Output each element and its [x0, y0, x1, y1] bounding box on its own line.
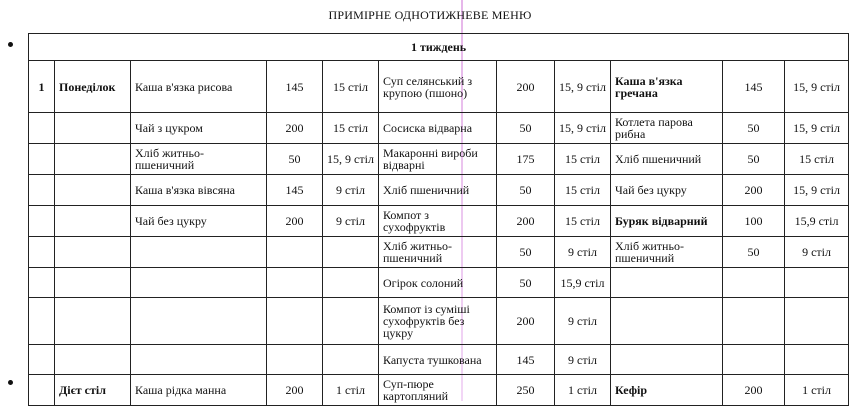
- breakfast-diet: 9 стіл: [323, 175, 379, 206]
- day-number: [29, 144, 55, 175]
- lunch-portion: 50: [497, 268, 555, 298]
- breakfast-diet: 15 стіл: [323, 113, 379, 144]
- day-name: [55, 144, 131, 175]
- dinner-dish: Хліб житньо-пшеничний: [611, 237, 723, 268]
- day-name: Дієт стіл: [55, 375, 131, 406]
- lunch-diet: 15,9 стіл: [555, 268, 611, 298]
- dinner-portion: 50: [723, 113, 785, 144]
- breakfast-dish: Каша в'язка вівсяна: [131, 175, 267, 206]
- day-name: [55, 206, 131, 237]
- breakfast-dish: [131, 345, 267, 375]
- day-name: [55, 237, 131, 268]
- lunch-dish: Компот із суміші сухофруктів без цукру: [379, 298, 497, 345]
- breakfast-portion: 145: [267, 61, 323, 113]
- breakfast-portion: 200: [267, 375, 323, 406]
- dinner-diet: 9 стіл: [785, 237, 849, 268]
- margin-dot-bottom: [8, 380, 13, 385]
- day-name: Понеділок: [55, 61, 131, 113]
- dinner-portion: 200: [723, 175, 785, 206]
- lunch-diet: 9 стіл: [555, 298, 611, 345]
- dinner-portion: 100: [723, 206, 785, 237]
- lunch-diet: 9 стіл: [555, 345, 611, 375]
- table-row: [29, 175, 849, 206]
- margin-dot-top: [8, 42, 13, 47]
- lunch-dish: Хліб житньо-пшеничний: [379, 237, 497, 268]
- dinner-dish: [611, 345, 723, 375]
- dinner-dish: Каша в'язка гречана: [611, 61, 723, 113]
- lunch-diet: 15, 9 стіл: [555, 61, 611, 113]
- breakfast-portion: 145: [267, 175, 323, 206]
- lunch-dish: Суп-пюре картопляний: [379, 375, 497, 406]
- lunch-dish: Суп селянський з крупою (пшоно): [379, 61, 497, 113]
- lunch-portion: 200: [497, 206, 555, 237]
- breakfast-portion: 50: [267, 144, 323, 175]
- lunch-diet: 15, 9 стіл: [555, 113, 611, 144]
- breakfast-dish: [131, 298, 267, 345]
- dinner-dish: [611, 298, 723, 345]
- dinner-diet: 1 стіл: [785, 375, 849, 406]
- day-number: [29, 206, 55, 237]
- table-row: [29, 298, 849, 345]
- breakfast-portion: 200: [267, 113, 323, 144]
- menu-table: [28, 33, 849, 406]
- lunch-dish: Сосиска відварна: [379, 113, 497, 144]
- breakfast-portion: [267, 268, 323, 298]
- week-header: 1 тиждень: [29, 34, 849, 61]
- day-number: [29, 113, 55, 144]
- lunch-portion: 200: [497, 61, 555, 113]
- breakfast-diet: [323, 237, 379, 268]
- day-number: [29, 268, 55, 298]
- dinner-diet: [785, 268, 849, 298]
- day-name: [55, 268, 131, 298]
- dinner-dish: [611, 268, 723, 298]
- breakfast-portion: 200: [267, 206, 323, 237]
- dinner-diet: 15, 9 стіл: [785, 61, 849, 113]
- table-row: [29, 113, 849, 144]
- dinner-diet: 15 стіл: [785, 144, 849, 175]
- day-number: 1: [29, 61, 55, 113]
- breakfast-portion: [267, 345, 323, 375]
- lunch-diet: 1 стіл: [555, 375, 611, 406]
- table-row: [29, 237, 849, 268]
- dinner-diet: [785, 298, 849, 345]
- dinner-diet: 15,9 стіл: [785, 206, 849, 237]
- dinner-portion: [723, 268, 785, 298]
- day-name: [55, 175, 131, 206]
- breakfast-diet: 1 стіл: [323, 375, 379, 406]
- breakfast-dish: [131, 268, 267, 298]
- breakfast-dish: Чай без цукру: [131, 206, 267, 237]
- day-number: [29, 345, 55, 375]
- lunch-dish: Хліб пшеничний: [379, 175, 497, 206]
- lunch-portion: 50: [497, 175, 555, 206]
- lunch-portion: 250: [497, 375, 555, 406]
- lunch-diet: 15 стіл: [555, 144, 611, 175]
- dinner-dish: Хліб пшеничний: [611, 144, 723, 175]
- dinner-portion: 50: [723, 144, 785, 175]
- breakfast-diet: [323, 268, 379, 298]
- breakfast-dish: Чай з цукром: [131, 113, 267, 144]
- lunch-portion: 50: [497, 113, 555, 144]
- lunch-portion: 200: [497, 298, 555, 345]
- document-title: ПРИМІРНЕ ОДНОТИЖНЕВЕ МЕНЮ: [328, 8, 532, 22]
- breakfast-dish: Каша в'язка рисова: [131, 61, 267, 113]
- lunch-dish: Компот з сухофруктів: [379, 206, 497, 237]
- lunch-dish: Огірок солоний: [379, 268, 497, 298]
- dinner-portion: 200: [723, 375, 785, 406]
- day-number: [29, 175, 55, 206]
- breakfast-diet: 9 стіл: [323, 206, 379, 237]
- day-number: [29, 298, 55, 345]
- lunch-diet: 9 стіл: [555, 237, 611, 268]
- table-row: [29, 61, 849, 113]
- table-row: [29, 345, 849, 375]
- lunch-dish: Капуста тушкована: [379, 345, 497, 375]
- table-row: [29, 144, 849, 175]
- lunch-diet: 15 стіл: [555, 175, 611, 206]
- dinner-dish: Буряк відварний: [611, 206, 723, 237]
- dinner-dish: Чай без цукру: [611, 175, 723, 206]
- breakfast-dish: Каша рідка манна: [131, 375, 267, 406]
- day-number: [29, 237, 55, 268]
- dinner-dish: Кефір: [611, 375, 723, 406]
- breakfast-diet: [323, 345, 379, 375]
- day-name: [55, 298, 131, 345]
- dinner-diet: 15, 9 стіл: [785, 113, 849, 144]
- breakfast-diet: 15, 9 стіл: [323, 144, 379, 175]
- dinner-portion: 145: [723, 61, 785, 113]
- dinner-dish: Котлета парова рибна: [611, 113, 723, 144]
- breakfast-dish: [131, 237, 267, 268]
- dinner-portion: [723, 345, 785, 375]
- day-name: [55, 345, 131, 375]
- breakfast-diet: [323, 298, 379, 345]
- breakfast-diet: 15 стіл: [323, 61, 379, 113]
- breakfast-dish: Хліб житньо-пшеничний: [131, 144, 267, 175]
- lunch-diet: 15 стіл: [555, 206, 611, 237]
- table-row: [29, 206, 849, 237]
- lunch-dish: Макаронні вироби відварні: [379, 144, 497, 175]
- breakfast-portion: [267, 298, 323, 345]
- dinner-diet: 15, 9 стіл: [785, 175, 849, 206]
- dinner-diet: [785, 345, 849, 375]
- dinner-portion: 50: [723, 237, 785, 268]
- breakfast-portion: [267, 237, 323, 268]
- lunch-portion: 145: [497, 345, 555, 375]
- table-row: [29, 268, 849, 298]
- lunch-portion: 50: [497, 237, 555, 268]
- day-name: [55, 113, 131, 144]
- lunch-portion: 175: [497, 144, 555, 175]
- dinner-portion: [723, 298, 785, 345]
